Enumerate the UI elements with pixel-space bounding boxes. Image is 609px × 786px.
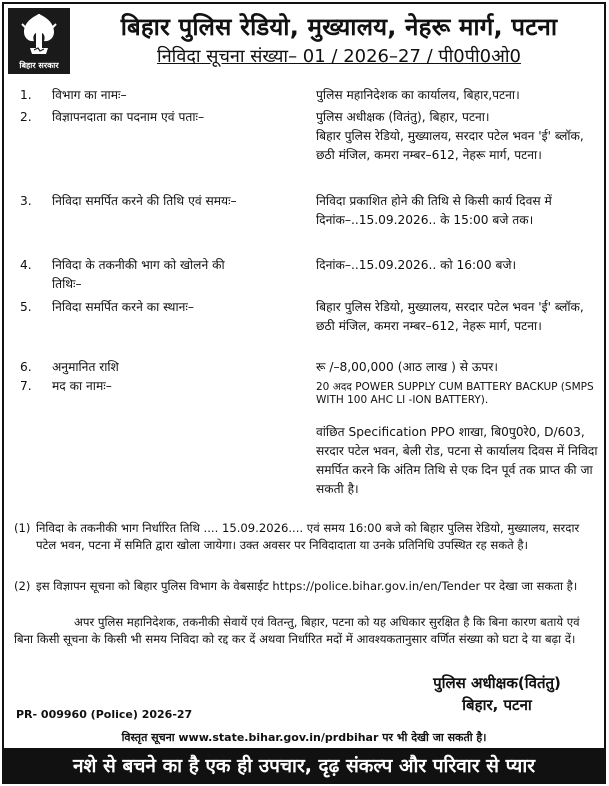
row-number: 1. — [20, 88, 32, 102]
row-number: 3. — [20, 194, 32, 208]
logo-caption: बिहार सरकार — [19, 61, 59, 70]
page-title: बिहार पुलिस रेडियो, मुख्यालय, नेहरू मार्ग, पटना — [120, 13, 558, 41]
tender-number — [76, 44, 602, 68]
header — [4, 4, 604, 80]
note-text: इस विज्ञापन सूचना को बिहार पुलिस विभाग के वेबसाईट https://police.bihar.gov.in/en/Tender पर देखा जा सकता है। — [36, 579, 578, 593]
row-value: रू /–8,00,000 (आठ लाख ) से ऊपर। — [316, 360, 498, 374]
row-label: निविदा समर्पित करने की तिथि एवं समयः– — [52, 194, 237, 208]
footer-slogan: नशे से बचने का है एक ही उपचार, दृढ़ संकल्प और परिवार से प्यार — [4, 748, 604, 784]
row-value: पुलिस अधीक्षक (वितंतु), बिहार, पटना। बिहार पुलिस रेडियो, मुख्यालय, सरदार पटेल भवन 'ई' ब्लॉक, छठी मंजिल, कमरा नम्बर–612, नेहरू मार्ग, पटना। — [316, 110, 584, 162]
row-number: 6. — [20, 360, 32, 374]
bihar-government-logo — [8, 8, 70, 74]
row-label: विज्ञापनदाता का पदनाम एवं पताः– — [52, 110, 205, 124]
note-text: अपर पुलिस महानिदेशक, तकनीकी सेवायें एवं वितन्तु, बिहार, पटना को यह अधिकार सुरक्षित है कि बिना कारण बताये एवं बिना किसी सूचना के किसी भी समय निविदा को रद्द कर दें अथवा निर्धारित मदों में आवश्यकतानुसार वर्णित संख्या को घटा दे या बढ़ा दें। — [14, 615, 580, 646]
row-value-specification: वांछित Specification PPO शाखा, बि0पु0रे0, D/603, सरदार पटेल भवन, बेली रोड, पटना से कार्यालय दिवस में निविदा समर्पित करने कि अंतिम तिथि से एक दिन पूर्व तक प्राप्त की जा सकती है। — [316, 425, 598, 496]
note-number: (1) — [14, 521, 31, 535]
website-note: विस्तृत सूचना www.state.bihar.gov.in/prdbihar पर भी देखी जा सकती है। — [121, 731, 487, 744]
signature-designation: पुलिस अधीक्षक(वितंतु) — [433, 674, 561, 692]
bodhi-tree-emblem-icon — [16, 10, 62, 56]
row-number: 7. — [20, 379, 32, 393]
row-label: मद का नामः– — [52, 379, 112, 393]
signature-location: बिहार, पटना — [462, 696, 532, 714]
row-label: निविदा समर्पित करने का स्थानः– — [52, 300, 194, 314]
row-number: 2. — [20, 110, 32, 124]
row-value: बिहार पुलिस रेडियो, मुख्यालय, सरदार पटेल भवन 'ई' ब्लॉक, छठी मंजिल, कमरा नम्बर–612, नेहरू मार्ग, पटना। — [316, 300, 584, 333]
row-number: 4. — [20, 258, 32, 272]
note-text: निविदा के तकनीकी भाग निर्धारित तिथि .... 15.09.2026.... एवं समय 16:00 बजे को बिहार पुलिस रेडियो, मुख्यालय, सरदार पटेल भवन, पटना में समिति द्वारा खोला जायेगा। उक्त अवसर पर निविदादाता या उनके प्रतिनिधि उपस्थित रह सकते है। — [36, 521, 580, 552]
row-value: पुलिस महानिदेशक का कार्यालय, बिहार,पटना। — [316, 88, 520, 102]
pr-number: PR- 009960 (Police) 2026-27 — [16, 708, 193, 721]
row-value: 20 अदद POWER SUPPLY CUM BATTERY BACKUP (SMPS WITH 100 AHC LI -ION BATTERY). — [316, 381, 594, 406]
note-number: (2) — [14, 579, 31, 593]
row-value: निविदा प्रकाशित होने की तिथि से किसी कार्य दिवस में दिनांक–..15.09.2026.. के 15:00 बजे तक। — [316, 194, 552, 227]
row-number: 5. — [20, 300, 32, 314]
tender-number-text: निविदा सूचना संख्या– 01 / 2026–27 / पी0पी0ओ0 — [157, 46, 521, 67]
row-label: अनुमानित राशि — [52, 360, 119, 374]
row-value: दिनांक–..15.09.2026.. को 16:00 बजे। — [316, 258, 517, 272]
signature-block — [402, 672, 592, 716]
tender-notice-page — [2, 2, 606, 784]
row-label: विभाग का नामः– — [52, 88, 127, 102]
row-label: निविदा के तकनीकी भाग को खोलने की तिथिः– — [52, 258, 225, 291]
